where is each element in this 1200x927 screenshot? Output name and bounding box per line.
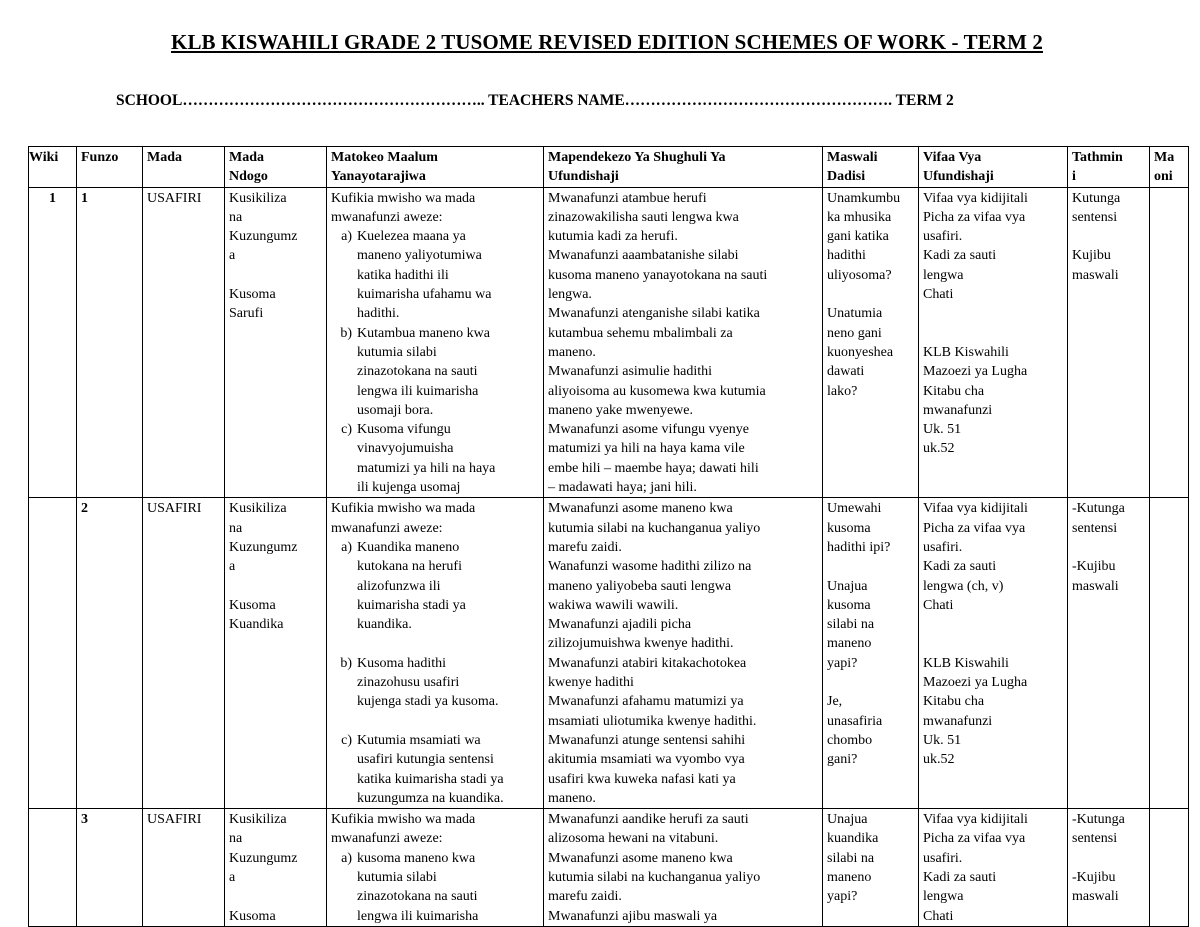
cell-line: Kadi za sauti	[923, 248, 997, 264]
outcome-marker: c)	[341, 732, 352, 748]
cell-line: maneno yake mwenyewe.	[548, 402, 693, 418]
cell-line: gani?	[827, 752, 858, 768]
cell-line: unasafiria	[827, 713, 883, 729]
cell-line: lengwa ili kuimarisha	[357, 908, 479, 924]
cell-line: kuimarisha ufahamu wa	[357, 287, 492, 303]
cell-line: Kufikia mwisho wa mada	[331, 190, 476, 206]
lesson-number: 1	[81, 190, 88, 206]
cell-line	[923, 615, 1063, 634]
document-subtitle: SCHOOL………………………………………………….. TEACHERS NAME……………………………………………. TERM 2	[116, 92, 954, 109]
cell-line: Mwanafunzi asome maneno kwa	[548, 850, 733, 866]
cell-line	[1072, 849, 1145, 868]
cell-line: Unamkumbu	[827, 190, 901, 206]
cell-line: dawati	[827, 364, 865, 380]
cell-wiki	[29, 809, 77, 927]
cell-line: zinazotokana na sauti	[357, 889, 478, 905]
cell-line: Picha za vifaa vya	[923, 831, 1026, 847]
cell-line: kwenye hadithi	[548, 675, 634, 691]
cell-line: mwanafunzi	[923, 713, 993, 729]
table-row	[29, 187, 1189, 498]
cell-line: Kujibu	[1072, 248, 1111, 264]
cell-line: Vifaa vya kidijitali	[923, 812, 1028, 828]
cell-mapendekezo	[544, 498, 823, 809]
cell-matokeo	[327, 498, 544, 809]
cell-line: zinazohusu usafiri	[357, 675, 460, 691]
outcome-item	[331, 538, 539, 634]
cell-line: Yanayotarajiwa	[331, 169, 426, 185]
outcome-item	[331, 731, 539, 808]
cell-line: Kusoma hadithi	[357, 655, 447, 671]
cell-line: Picha za vifaa vya	[923, 209, 1026, 225]
cell-line: katika kuimarisha stadi ya	[357, 771, 504, 787]
table-row	[29, 498, 1189, 809]
cell-line: Kusoma	[229, 908, 276, 924]
cell-line: Unatumia	[827, 306, 883, 322]
cell-wiki	[29, 187, 77, 498]
cell-line: Ndogo	[229, 169, 268, 185]
cell-maswali	[823, 187, 919, 498]
cell-funzo	[77, 809, 143, 927]
cell-line: ka mhusika	[827, 209, 892, 225]
cell-line: hadithi	[827, 248, 866, 264]
cell-line: Kusoma	[229, 597, 276, 613]
cell-line: uliyosoma?	[827, 267, 892, 283]
outcome-text	[357, 654, 539, 712]
outcome-item	[331, 227, 539, 323]
cell-line: maneno.	[548, 344, 596, 360]
cell-line: kujenga stadi ya kusoma.	[357, 694, 499, 710]
cell-line: matumizi ya hili na haya	[357, 460, 496, 476]
cell-line: akitumia msamiati wa vyombo vya	[548, 752, 745, 768]
header-funzo: Funzo	[77, 147, 143, 188]
cell-line: kutumia kadi za herufi.	[548, 229, 678, 245]
cell-line: silabi na	[827, 617, 875, 633]
cell-line: Mazoezi ya Lugha	[923, 675, 1028, 691]
cell-tathmini	[1068, 187, 1150, 498]
cell-maoni	[1150, 498, 1189, 809]
cell-line: na	[229, 520, 243, 536]
cell-line: Kitabu cha	[923, 383, 985, 399]
cell-line: kutumia silabi na kuchanganua yaliyo	[548, 520, 761, 536]
cell-line	[923, 304, 1063, 323]
cell-line	[229, 266, 322, 285]
cell-line: wakiwa wawili wawili.	[548, 597, 679, 613]
cell-line: kusoma	[827, 597, 871, 613]
cell-line: kuonyeshea	[827, 344, 894, 360]
cell-line: maneno yaliyotumiwa	[357, 248, 482, 264]
cell-line: Mwanafunzi afahamu matumizi ya	[548, 694, 744, 710]
cell-line: kutambua sehemu mbalimbali za	[548, 325, 733, 341]
cell-line: -Kujibu	[1072, 559, 1116, 575]
cell-line: msamiati uliotumika kwenye hadithi.	[548, 713, 757, 729]
cell-line: a	[229, 869, 236, 885]
cell-line: maneno	[827, 869, 872, 885]
cell-line: -Kutunga	[1072, 501, 1125, 517]
cell-line: Kadi za sauti	[923, 869, 997, 885]
cell-line: maswali	[1072, 267, 1119, 283]
cell-line: zinazotokana na sauti	[357, 364, 478, 380]
cell-line: -Kujibu	[1072, 869, 1116, 885]
cell-line	[923, 634, 1063, 653]
cell-line: Vifaa vya kidijitali	[923, 501, 1028, 517]
cell-line: usafiri.	[923, 229, 963, 245]
cell-line: lengwa (ch, v)	[923, 578, 1004, 594]
cell-line	[827, 557, 914, 576]
cell-funzo	[77, 498, 143, 809]
cell-line: kutumia silabi	[357, 869, 437, 885]
outcome-marker: c)	[341, 422, 352, 438]
cell-line: aliyoisoma au kusomewa kwa kutumia	[548, 383, 766, 399]
cell-line: Kusoma vifungu	[357, 422, 451, 438]
cell-line: mwanafunzi aweze:	[331, 209, 443, 225]
cell-line: Sarufi	[229, 306, 264, 322]
outcome-marker: b)	[340, 325, 352, 341]
header-maswali	[823, 147, 919, 188]
cell-line: lengwa	[923, 267, 964, 283]
outcome-marker: a)	[341, 850, 352, 866]
cell-line: Wanafunzi wasome hadithi zilizo na	[548, 559, 752, 575]
outcome-text	[357, 538, 539, 634]
cell-line: katika hadithi ili	[357, 267, 449, 283]
cell-line: kuzungumza na kuandika.	[357, 790, 504, 806]
cell-wiki	[29, 498, 77, 809]
document-title: KLB KISWAHILI GRADE 2 TUSOME REVISED EDITION SCHEMES OF WORK - TERM 2	[171, 30, 1043, 54]
header-mapendekezo	[544, 147, 823, 188]
cell-line: Kusikiliza	[229, 812, 287, 828]
cell-line: mwanafunzi aweze:	[331, 831, 443, 847]
strand: USAFIRI	[147, 812, 202, 828]
cell-line: Mwanafunzi asome vifungu vyenye	[548, 422, 749, 438]
cell-line: kuandika	[827, 831, 879, 847]
cell-line: usafiri.	[923, 850, 963, 866]
cell-line: uk.52	[923, 441, 955, 457]
cell-line: usomaji bora.	[357, 402, 434, 418]
outcome-item	[331, 420, 539, 497]
cell-line: zinazowakilisha sauti lengwa kwa	[548, 209, 739, 225]
cell-line: Kuandika maneno	[357, 539, 460, 555]
cell-line: mwanafunzi	[923, 402, 993, 418]
cell-line: maneno	[827, 636, 872, 652]
cell-line: Mwanafunzi atabiri kitakachotokea	[548, 655, 747, 671]
cell-vifaa	[919, 498, 1068, 809]
cell-vifaa	[919, 187, 1068, 498]
cell-line: marefu zaidi.	[548, 889, 622, 905]
cell-line: uk.52	[923, 752, 955, 768]
cell-line: Maswali	[827, 150, 878, 165]
cell-mada	[143, 809, 225, 927]
cell-mapendekezo	[544, 809, 823, 927]
cell-line: Kufikia mwisho wa mada	[331, 501, 476, 517]
cell-line: Kusoma	[229, 287, 276, 303]
header-vifaa	[919, 147, 1068, 188]
cell-line: Picha za vifaa vya	[923, 520, 1026, 536]
cell-line	[1072, 227, 1145, 246]
cell-line: yapi?	[827, 889, 858, 905]
cell-line: maswali	[1072, 889, 1119, 905]
outcomes-list	[331, 538, 539, 808]
cell-line: Mwanafunzi atenganishe silabi katika	[548, 306, 760, 322]
cell-line: Umewahi	[827, 501, 882, 517]
cell-line: kuimarisha stadi ya	[357, 597, 466, 613]
cell-line: Chati	[923, 597, 954, 613]
cell-line: Dadisi	[827, 169, 866, 185]
week-number: 1	[49, 190, 56, 206]
cell-line: usafiri kwa kuweka nafasi kati ya	[548, 771, 736, 787]
cell-line: Kutumia msamiati wa	[357, 732, 481, 748]
cell-line: i	[1072, 169, 1076, 185]
cell-mada-ndogo	[225, 498, 327, 809]
cell-line: sentensi	[1072, 209, 1118, 225]
cell-line: KLB Kiswahili	[923, 344, 1009, 360]
cell-line: Mwanafunzi atunge sentensi sahihi	[548, 732, 746, 748]
cell-line: lengwa ili kuimarisha	[357, 383, 479, 399]
header-tathmini	[1068, 147, 1150, 188]
cell-line: kutumia silabi na kuchanganua yaliyo	[548, 869, 761, 885]
cell-line: Kufikia mwisho wa mada	[331, 812, 476, 828]
cell-tathmini	[1068, 809, 1150, 927]
cell-line: Ufundishaji	[548, 169, 619, 185]
cell-line: Unajua	[827, 578, 868, 594]
cell-mada-ndogo	[225, 809, 327, 927]
schemes-of-work-table	[28, 146, 1189, 927]
cell-line: Kusikiliza	[229, 501, 287, 517]
cell-tathmini	[1068, 498, 1150, 809]
cell-line: alizofunzwa ili	[357, 578, 441, 594]
outcome-text	[357, 849, 539, 926]
cell-line: Je,	[827, 694, 843, 710]
cell-mapendekezo	[544, 187, 823, 498]
header-wiki: Wiki	[29, 147, 77, 188]
cell-line: hadithi ipi?	[827, 539, 891, 555]
cell-line: sentensi	[1072, 831, 1118, 847]
cell-line: Kitabu cha	[923, 694, 985, 710]
outcome-marker: b)	[340, 655, 352, 671]
cell-line: oni	[1154, 169, 1173, 185]
cell-line: Mwanafunzi ajibu maswali ya	[548, 908, 718, 924]
cell-line	[229, 577, 322, 596]
cell-line: matumizi ya hili na haya kama vile	[548, 441, 745, 457]
strand: USAFIRI	[147, 501, 202, 517]
cell-line: Kuzungumz	[229, 850, 298, 866]
cell-line	[827, 285, 914, 304]
cell-mada-ndogo	[225, 187, 327, 498]
cell-line	[1072, 538, 1145, 557]
cell-line: Matokeo Maalum	[331, 150, 438, 165]
cell-line: kutokana na herufi	[357, 559, 462, 575]
outcome-marker: a)	[341, 229, 352, 245]
cell-line: usafiri kutungia sentensi	[357, 752, 494, 768]
cell-line: Vifaa Vya	[923, 150, 982, 165]
cell-line: kusoma	[827, 520, 871, 536]
lesson-number: 3	[81, 812, 88, 828]
cell-line: Ufundishaji	[923, 169, 994, 185]
outcome-text	[357, 324, 539, 420]
cell-line: marefu zaidi.	[548, 539, 622, 555]
cell-line: Kuzungumz	[229, 229, 298, 245]
cell-line: Mwanafunzi aaambatanishe silabi	[548, 248, 739, 264]
table-row	[29, 809, 1189, 927]
cell-maswali	[823, 498, 919, 809]
outcome-item	[331, 849, 539, 926]
cell-mada	[143, 187, 225, 498]
cell-line: Mapendekezo Ya Shughuli Ya	[548, 150, 726, 165]
cell-line	[923, 324, 1063, 343]
cell-line: kusoma maneno kwa	[357, 850, 476, 866]
cell-line: Kutambua maneno kwa	[357, 325, 490, 341]
cell-line: usafiri.	[923, 539, 963, 555]
cell-line: a	[229, 248, 236, 264]
cell-line: zilizojumuishwa kwenye hadithi.	[548, 636, 734, 652]
lesson-number: 2	[81, 501, 88, 517]
outcome-item	[331, 654, 539, 712]
cell-line: Mwanafunzi asome maneno kwa	[548, 501, 733, 517]
cell-line: lako?	[827, 383, 858, 399]
cell-line: Ma	[1154, 150, 1175, 165]
cell-line: neno gani	[827, 325, 882, 341]
cell-line: kutumia silabi	[357, 344, 437, 360]
cell-line: KLB Kiswahili	[923, 655, 1009, 671]
cell-line: Mada	[229, 150, 264, 165]
cell-line: -Kutunga	[1072, 812, 1125, 828]
cell-line: ili kujenga usomaj	[357, 480, 461, 496]
cell-line	[229, 887, 322, 906]
cell-line	[827, 673, 914, 692]
cell-line: lengwa	[923, 889, 964, 905]
cell-maswali	[823, 809, 919, 927]
cell-matokeo	[327, 809, 544, 927]
cell-line: Kuandika	[229, 617, 284, 633]
cell-line: Uk. 51	[923, 732, 962, 748]
cell-line: kuandika.	[357, 617, 412, 633]
cell-vifaa	[919, 809, 1068, 927]
cell-line: Vifaa vya kidijitali	[923, 190, 1028, 206]
header-mada-ndogo	[225, 147, 327, 188]
cell-line: Mwanafunzi asimulie hadithi	[548, 364, 713, 380]
cell-line: maswali	[1072, 578, 1119, 594]
cell-line: gani katika	[827, 229, 889, 245]
table-header-row	[29, 147, 1189, 188]
cell-line: Unajua	[827, 812, 868, 828]
cell-line: vinavyojumuisha	[357, 441, 454, 457]
cell-line: maneno yaliyobeba sauti lengwa	[548, 578, 732, 594]
cell-line: Tathmin	[1072, 150, 1123, 165]
outcome-item	[331, 324, 539, 420]
cell-line: Kuelezea maana ya	[357, 229, 466, 245]
cell-funzo	[77, 187, 143, 498]
cell-line: Mwanafunzi ajadili picha	[548, 617, 692, 633]
outcome-text	[357, 227, 539, 323]
cell-line: kusoma maneno yanayotokana na sauti	[548, 267, 768, 283]
cell-line: maneno.	[548, 790, 596, 806]
cell-line: sentensi	[1072, 520, 1118, 536]
cell-line: – madawati haya; jani hili.	[548, 480, 697, 496]
cell-line: na	[229, 209, 243, 225]
outcomes-list	[331, 227, 539, 497]
outcome-marker: a)	[341, 539, 352, 555]
cell-line: a	[229, 559, 236, 575]
cell-maoni	[1150, 187, 1189, 498]
cell-line: lengwa.	[548, 287, 592, 303]
header-mada: Mada	[143, 147, 225, 188]
cell-line: mwanafunzi aweze:	[331, 520, 443, 536]
cell-mada	[143, 498, 225, 809]
cell-line: Mazoezi ya Lugha	[923, 364, 1028, 380]
cell-line: na	[229, 831, 243, 847]
cell-line: Kadi za sauti	[923, 559, 997, 575]
cell-line: hadithi.	[357, 306, 400, 322]
outcome-text	[357, 420, 539, 497]
cell-line: alizosoma hewani na vitabuni.	[548, 831, 719, 847]
cell-matokeo	[327, 187, 544, 498]
cell-line: Chati	[923, 908, 954, 924]
cell-line: chombo	[827, 732, 873, 748]
cell-line: yapi?	[827, 655, 858, 671]
cell-line: Kutunga	[1072, 190, 1121, 206]
cell-line: embe hili – maembe haya; dawati hili	[548, 460, 759, 476]
strand: USAFIRI	[147, 190, 202, 206]
cell-line: silabi na	[827, 850, 875, 866]
cell-line: Mwanafunzi atambue herufi	[548, 190, 707, 206]
cell-line: Uk. 51	[923, 422, 962, 438]
cell-line: Chati	[923, 287, 954, 303]
cell-maoni	[1150, 809, 1189, 927]
outcome-text	[357, 731, 539, 808]
header-maoni	[1150, 147, 1189, 188]
cell-line: Kusikiliza	[229, 190, 287, 206]
outcomes-list	[331, 849, 539, 926]
header-matokeo	[327, 147, 544, 188]
cell-line: Kuzungumz	[229, 539, 298, 555]
cell-line: Mwanafunzi aandike herufi za sauti	[548, 812, 749, 828]
